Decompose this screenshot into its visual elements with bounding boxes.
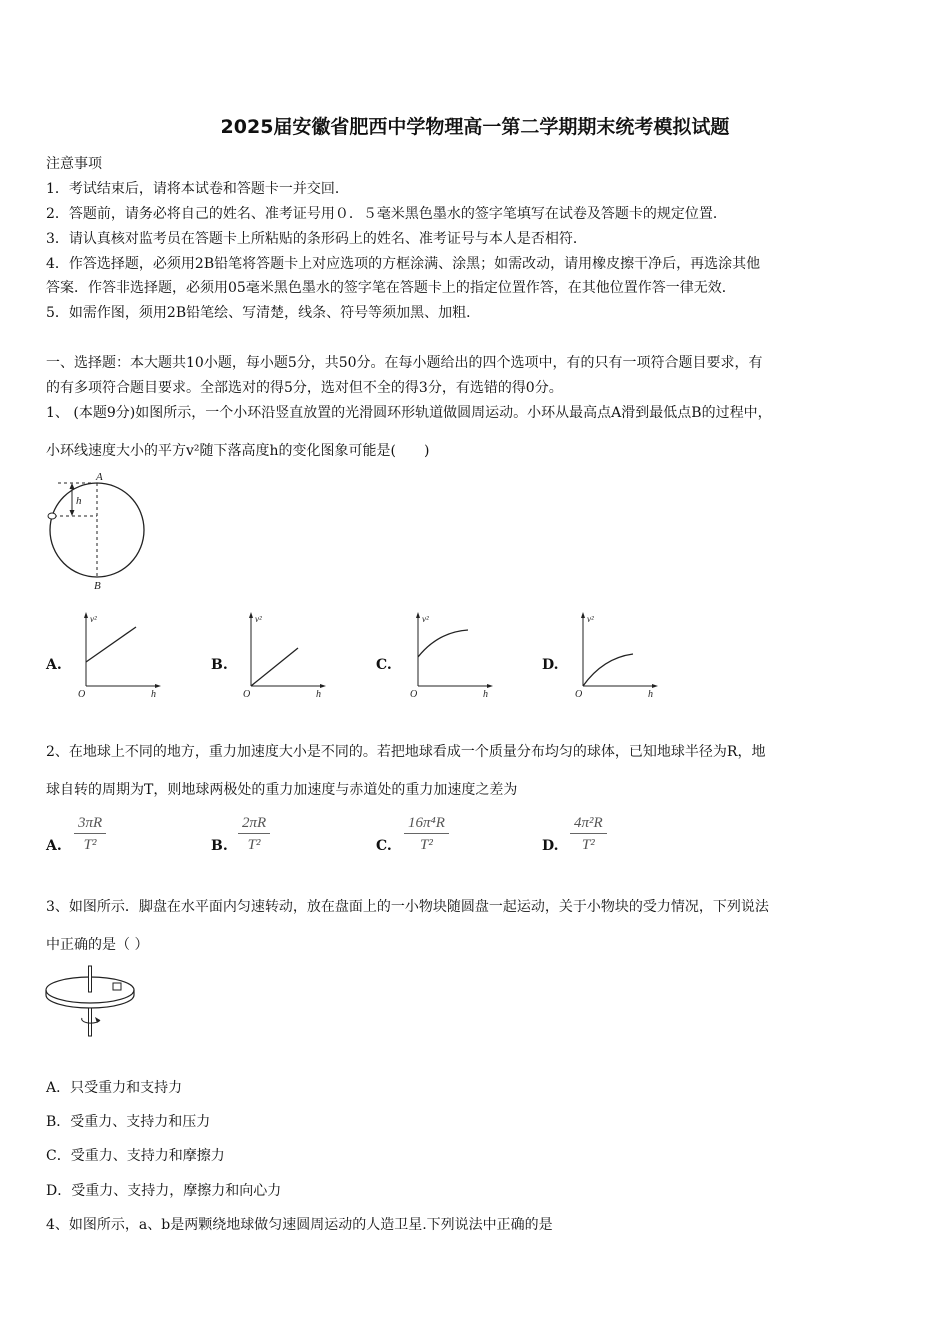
arrow-head-up: [70, 483, 75, 489]
q2-option-d-label[interactable]: D.: [542, 838, 559, 854]
q1-option-d-label[interactable]: D.: [542, 657, 559, 673]
svg-text:v²: v²: [90, 614, 97, 624]
q3-option-c[interactable]: C．受重力、支持力和摩擦力: [46, 1148, 225, 1164]
svg-text:O: O: [243, 689, 251, 700]
small-ring: [48, 513, 56, 519]
axle-top: [89, 966, 92, 992]
arrow-head-down: [70, 510, 75, 516]
q1-option-a-graph[interactable]: [76, 610, 166, 700]
q3-option-b[interactable]: B．受重力、支持力和压力: [46, 1114, 211, 1130]
notice-item: 答案．作答非选择题，必须用05毫米黑色墨水的签字笔在答题卡上的指定位置作答，在其他位置作答一律无效．: [46, 280, 736, 296]
graph-line: [251, 648, 298, 686]
q1-stem: 1、 (本题9分)如图所示，一个小环沿竖直放置的光滑圆环形轨道做圆周运动。小环从最高点A滑到最低点B的过程中，: [46, 405, 772, 421]
notice-item: 1．考试结束后，请将本试卷和答题卡一并交回．: [46, 181, 349, 197]
q1-stem: 小环线速度大小的平方v²随下落高度h的变化图象可能是( ): [46, 443, 430, 459]
q1-circle-figure: [40, 468, 160, 593]
q1-option-c-label[interactable]: C.: [376, 657, 392, 673]
axle-bottom: [89, 1008, 92, 1036]
q3-stem: 3、如图所示．脚盘在水平面内匀速转动，放在盘面上的一小物块随圆盘一起运动，关于小物块的受力情况，下列说法: [46, 899, 769, 915]
notice-item: 3．请认真核对监考员在答题卡上所粘贴的条形码上的姓名、准考证号与本人是否相符．: [46, 231, 587, 247]
height-label: h: [76, 495, 82, 507]
notice-item: 4．作答选择题，必须用2B铅笔将答题卡上对应选项的方框涂满、涂黑；如需改动，请用橡皮擦干净后，再选涂其他: [46, 256, 761, 272]
svg-text:v²: v²: [255, 614, 262, 624]
notice-heading: 注意事项: [46, 156, 102, 172]
q1-option-a-label[interactable]: A.: [46, 657, 62, 673]
point-b-label: B: [94, 580, 101, 592]
section-intro: 一、选择题：本大题共10小题，每小题5分，共50分。在每小题给出的四个选项中，有的只有一项符合题目要求，有: [46, 355, 763, 371]
q2-option-a-label[interactable]: A.: [46, 838, 62, 854]
q3-option-a[interactable]: A．只受重力和支持力: [46, 1080, 183, 1096]
point-a-label: A: [96, 471, 103, 483]
svg-text:h: h: [648, 689, 653, 700]
q1-option-b-label[interactable]: B.: [211, 657, 228, 673]
svg-text:O: O: [410, 689, 418, 700]
svg-text:v²: v²: [422, 614, 429, 624]
q3-stem: 中正确的是（ ）: [46, 937, 149, 953]
q2-option-c-formula[interactable]: $\frac{\text{16π⁴R}}{\text{T²}}$: [404, 815, 449, 854]
block: [113, 983, 121, 990]
q1-option-d-graph[interactable]: [573, 610, 663, 700]
q2-option-b-formula[interactable]: $\frac{2\pi R}{\text{T²}}$: [238, 815, 270, 854]
notice-item: 2．答题前，请务必将自己的姓名、准考证号用０．５毫米黑色墨水的签字笔填写在试卷及答题卡的规定位置．: [46, 206, 727, 222]
svg-text:O: O: [575, 689, 583, 700]
q4-stem: 4、如图所示，a、b是两颗绕地球做匀速圆周运动的人造卫星.下列说法中正确的是: [46, 1217, 553, 1233]
svg-text:v²: v²: [587, 614, 594, 624]
svg-text:O: O: [78, 689, 86, 700]
notice-item: 5．如需作图，须用2B铅笔绘、写清楚，线条、符号等须加黑、加粗．: [46, 305, 481, 321]
q2-option-a-formula[interactable]: $\frac{3\pi R}{\text{T²}}$: [74, 815, 106, 854]
q2-option-b-label[interactable]: B.: [211, 838, 228, 854]
q3-option-d[interactable]: D．受重力、支持力，摩擦力和向心力: [46, 1183, 282, 1199]
graph-curve: [583, 654, 633, 686]
page-title: 2025届安徽省肥西中学物理高一第二学期期末统考模拟试题: [220, 116, 730, 138]
svg-text:h: h: [316, 689, 321, 700]
graph-curve: [418, 630, 468, 657]
q1-option-b-graph[interactable]: [241, 610, 331, 700]
section-intro: 的有多项符合题目要求。全部选对的得5分，选对但不全的得3分，有选错的得0分。: [46, 380, 563, 396]
q2-option-c-label[interactable]: C.: [376, 838, 392, 854]
svg-text:h: h: [483, 689, 488, 700]
q3-turntable-figure: [42, 962, 142, 1042]
q2-stem: 球自转的周期为T，则地球两极处的重力加速度与赤道处的重力加速度之差为: [46, 782, 518, 798]
graph-line: [86, 627, 136, 662]
q2-option-d-formula[interactable]: $\frac{\text{4π²R}}{\text{T²}}$: [570, 815, 607, 854]
q2-stem: 2、在地球上不同的地方，重力加速度大小是不同的。若把地球看成一个质量分布均匀的球体，已知地球半径为R，地: [46, 744, 766, 760]
svg-text:h: h: [151, 689, 156, 700]
q1-option-c-graph[interactable]: [408, 610, 498, 700]
